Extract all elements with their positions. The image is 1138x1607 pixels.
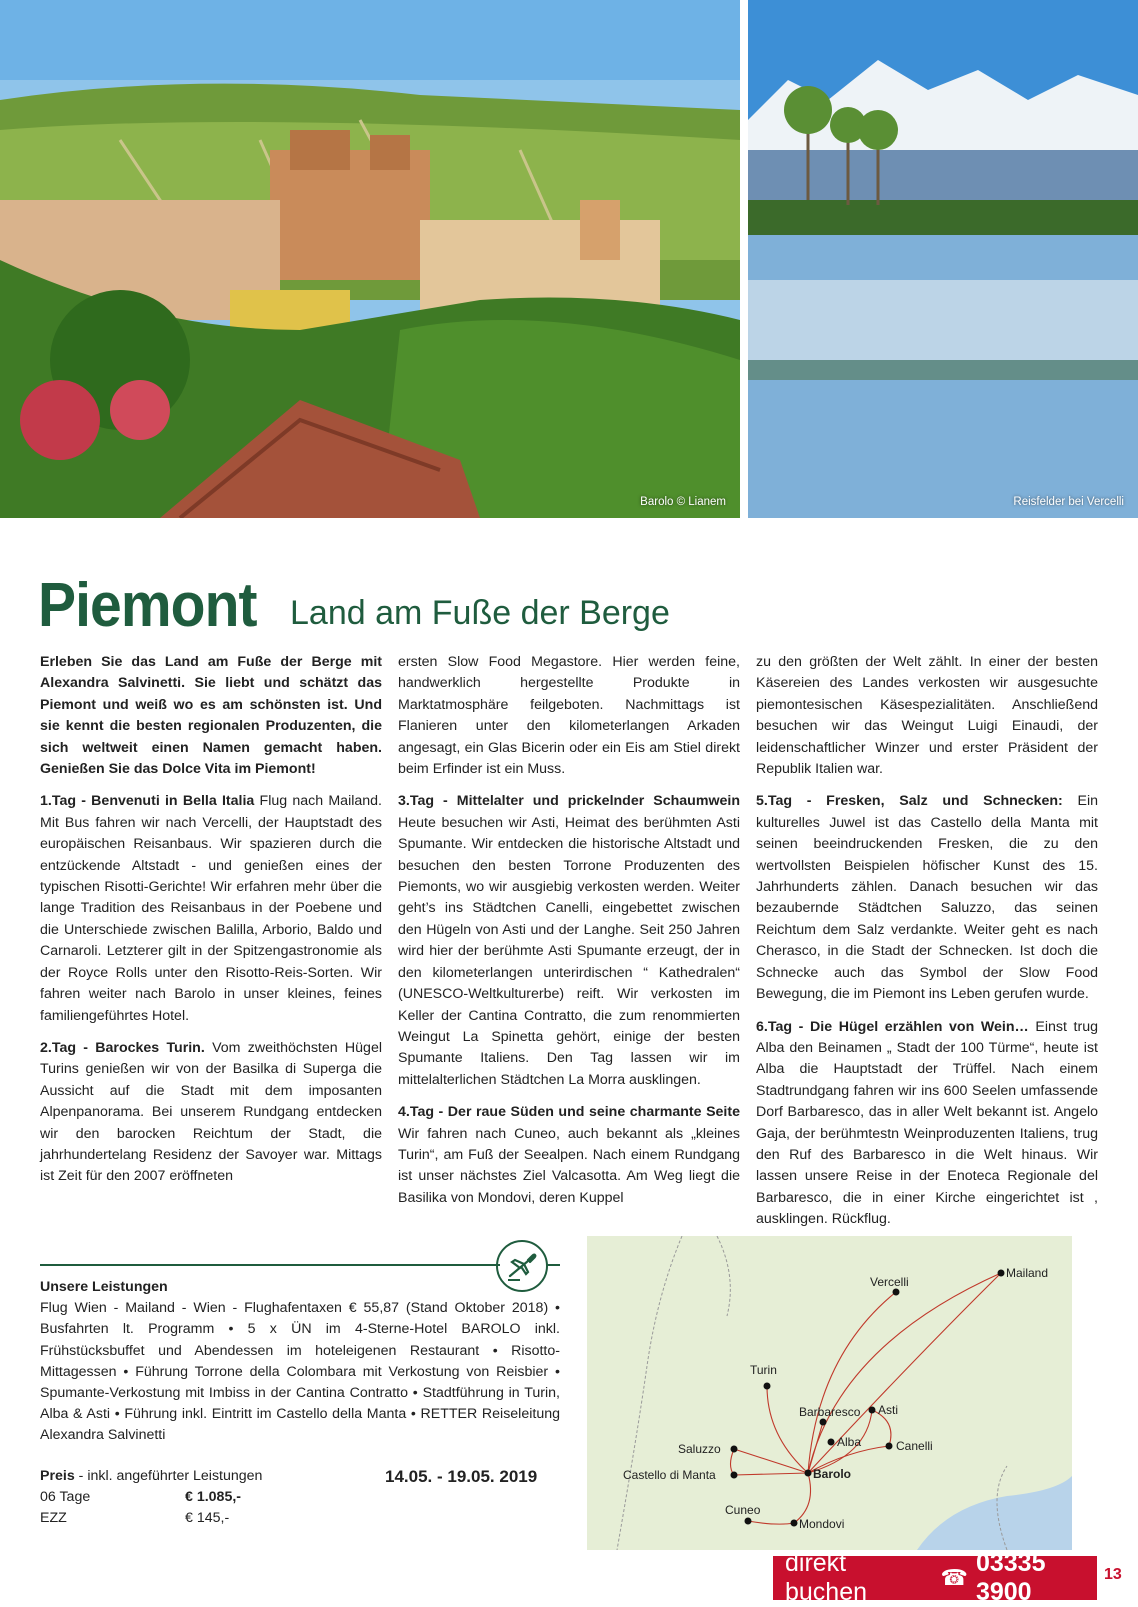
- map-label-mailand: Mailand: [1006, 1266, 1049, 1280]
- text-column-3: [756, 652, 1098, 1242]
- day5-text: Ein kulturelles Juwel ist das Castello della Manta mit seinen beeindruckenden Fresken, die zu den wertvollsten Beispielen höfischer Kunst des 15. Jahrhunderts zählen. Danach besuchen wir das bezaubernde Städtchen Saluzzo, das seinen Reichtum dem Salz verdankte. Weiter geht es nach Cherasco, in die Stadt der Schnecken. Ist doch die Schnecke auch das Symbol der Slow Food Bewegung, die im Piemont ins Leben gerufen wurde.: [756, 793, 1098, 1003]
- booking-label: direkt buchen: [785, 1549, 868, 1606]
- day2-continued: ersten Slow Food Megastore. Hier werden feine, handwerklich hergestellte Produkte in Marktatmosphäre feilgeboten. Nachmittags ist Flanieren unter den kilometerlangen Arkaden angesagt, ein Glas Bicerin oder ein Eis am Stiel direkt beim Erfinder ist ein Muss.: [398, 654, 740, 778]
- day2-text: Vom zweithöchsten Hügel Turins genießen wir von der Basilka di Superga die Aussicht auf die Stadt mit dem imposanten Alpenpanorama. Bei unserem Rundgang entdecken wir den barocken Reichtum der Stadt, die jahrhundertelang Residenz der Savoyer war. Mittags ist Zeit für den 2007 eröffneten: [40, 1039, 382, 1185]
- map-label-turin: Turin: [750, 1363, 777, 1377]
- day6-text: Einst trug Alba den Beinamen „ Stadt der 100 Türme“, heute ist Alba die Hauptstadt der Trüffel. Nach einem Stadtrundgang fahren wir ins 600 Seelen umfassende Dorf Barbaresco, das in aller Welt bekannt ist. Angelo Gaja, der berühmtestn Weinproduzenten Italiens, trug den Ruf des Barbaresco in die Welt hinaus. Wir lassen unsere Reise in der Enoteca Regionale del Barbaresco, die in einer Kirche eingerichtet ist , ausklingen. Rückflug.: [756, 1018, 1099, 1228]
- services-text: Flug Wien - Mailand - Wien - Flughafentaxen € 55,87 (Stand Oktober 2018) • Busfahrten lt. Programm • 5 x ÜN im 4-Sterne-Hotel BAROLO inkl. Frühstücksbuffet und Abendessen im hoteleigenen Restaurant • Risotto-Mittagessen • Führung Torrone della Colombara mit Verkostung von Reisbier • Spumante-Verkostung mit Imbiss in der Cantina Contratto • Stadtführung in Turin, Alba & Asti • Führung inkl. Eintritt im Castello della Manta • RETTER Reiseleitung Alexandra Salvinetti: [40, 1300, 560, 1444]
- services-block: [40, 1277, 560, 1447]
- title-main: Piemont: [38, 571, 257, 640]
- intro-text: Erleben Sie das Land am Fuße der Berge mit Alexandra Salvinetti. Sie liebt und schätzt das Piemont und weiß wo es am schönsten ist. Und sie kennt die besten regionalen Produzenten, die sich weltweit einen Namen gemacht haben. Genießen Sie das Dolce Vita im Piemont!: [40, 654, 382, 778]
- photo-caption-barolo: Barolo © Lianem: [640, 496, 726, 508]
- price-block: [40, 1466, 262, 1529]
- photo-vercelli: [748, 0, 1138, 518]
- photo-caption-vercelli: Reisfelder bei Vercelli: [1013, 496, 1124, 508]
- map-label-barolo: Barolo: [813, 1467, 852, 1481]
- price-row-1-key: 06 Tage: [40, 1489, 91, 1505]
- price-label-rest: - inkl. angeführter Leistungen: [74, 1468, 263, 1484]
- day3-text: Heute besuchen wir Asti, Heimat des berühmten Asti Spumante. Wir entdecken die historische Altstadt und besuchen den besten Torrone Produzenten des Piemonts, wo wir ausgiebig verkosten werden. Weiter geht’s ins Städtchen Canelli, eingebettet zwischen den Hügeln von Asti und der Langhe. Seit 250 Jahren wird hier der berühmte Asti Spumante erzeugt, der in den kilometerlangen unterirdischen “ Kathedralen“ (UNESCO-Weltkulturerbe) reift. Wir verkosten im Keller der Cantina Contratto, die zum renommierten Weingut La Spinetta gehört, einige der besten Spumante Italiens. Den Tag lassen wir im mittelalterlichen Städtchen La Morra ausklingen.: [398, 814, 740, 1088]
- map-label-barbaresco: Barbaresco: [799, 1405, 861, 1419]
- price-row-2-key: EZZ: [40, 1510, 67, 1526]
- day1-text: Flug nach Mailand. Mit Bus fahren wir nach Vercelli, der Hauptstadt des europäischen Reisanbaus. Wir spazieren durch die entzückende Altstadt - und genießen eines der typischen Risotti-Gerichte! Wir erfahren mehr über die lange Tradition des Reisanbaus in der Poebene und die Unterschiede zwischen Balilla, Arborio, Baldo und Carnaroli. Letzterer gilt in der Spitzengastronomie als der Royce Rolls unter den Risotto-Reis-Sorten. Wir fahren weiter nach Barolo in unser kleines, feines familiengeführtes Hotel.: [40, 793, 382, 1024]
- map-label-alba: Alba: [837, 1435, 862, 1449]
- day4-heading: 4.Tag - Der raue Süden und seine charmante Seite: [398, 1104, 740, 1121]
- route-map-graphic: [587, 1236, 1072, 1550]
- page-number: 13: [1104, 1566, 1122, 1583]
- map-label-asti: Asti: [878, 1403, 899, 1417]
- text-column-1: [40, 652, 382, 1199]
- price-label: Preis: [40, 1468, 75, 1484]
- map-label-vercelli: Vercelli: [870, 1275, 909, 1289]
- travel-dates: 14.05. - 19.05. 2019: [385, 1467, 538, 1486]
- booking-phone[interactable]: 03335 3900: [975, 1549, 1046, 1606]
- section-divider-end: [546, 1264, 560, 1266]
- day5-heading: 5.Tag - Fresken, Salz und Schnecken:: [756, 793, 1063, 810]
- photo-barolo: [0, 0, 740, 518]
- day6-heading: 6.Tag - Die Hügel erzählen von Wein…: [756, 1018, 1029, 1035]
- route-map: [587, 1236, 1072, 1550]
- barolo-landscape-image: [0, 0, 740, 518]
- text-column-2: [398, 652, 740, 1220]
- map-label-cuneo: Cuneo: [725, 1503, 761, 1517]
- vercelli-ricefield-image: [748, 0, 1138, 518]
- day2-heading: 2.Tag - Barockes Turin.: [40, 1039, 205, 1056]
- map-label-castello-di-manta: Castello di Manta: [623, 1468, 716, 1482]
- day4-text: Wir fahren nach Cuneo, auch bekannt als „kleines Turin“, am Fuß der Seealpen. Nach einem Rundgang ist unser nächstes Ziel Valcasotta. Am Weg liegt die Basilika von Mondovi, deren Kuppel: [398, 1125, 740, 1206]
- booking-bar[interactable]: [773, 1549, 1097, 1606]
- day3-heading: 3.Tag - Mittelalter und prickelnder Schaumwein: [398, 793, 740, 810]
- day4-continued: zu den größten der Welt zählt. In einer der besten Käsereien des Landes verkosten wir ausgesuchte piemontesischen Käsespezialitäten. Anschließend besuchen wir das Weingut Luigi Einaudi, der leidenschaftlicher Winzer und erster Präsident der Republik Italien war.: [756, 654, 1098, 778]
- map-label-mondovi: Mondovi: [799, 1517, 845, 1531]
- title-sub: Land am Fuße der Berge: [290, 594, 670, 632]
- map-label-canelli: Canelli: [896, 1439, 933, 1453]
- phone-icon: ☎: [940, 1565, 968, 1590]
- services-heading: Unsere Leistungen: [40, 1279, 168, 1295]
- map-label-saluzzo: Saluzzo: [678, 1442, 721, 1456]
- price-row-1-value: € 1.085,-: [185, 1489, 242, 1505]
- page-title: [38, 570, 670, 641]
- section-divider: [40, 1264, 500, 1266]
- price-row-2-value: € 145,-: [185, 1510, 230, 1526]
- day1-heading: 1.Tag - Benvenuti in Bella Italia: [40, 793, 255, 810]
